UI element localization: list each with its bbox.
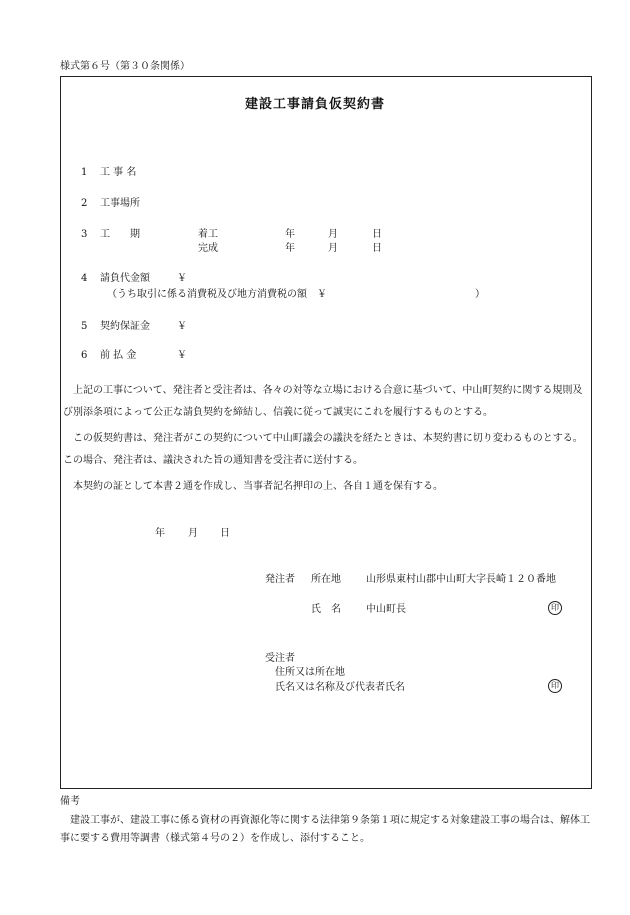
- notes-text: 建設工事が、建設工事に係る資材の再資源化等に関する法律第９条第１項に規定する対象建設工事の場合は、解体工事に要する費用等調書（様式第４号の２）を作成し、添付すること。: [60, 815, 590, 844]
- orderer-seal-mark: 印: [548, 601, 562, 615]
- tax-amount-close: ）: [475, 289, 485, 300]
- item-5-label: 契約保証金: [100, 321, 150, 332]
- item-2-label: 工事場所: [100, 198, 140, 209]
- notes-heading: 備考: [60, 796, 80, 807]
- tax-amount-line: （うち取引に係る消費税及び地方消費税の額 ￥: [107, 289, 327, 300]
- document-title: 建設工事請負仮契約書: [244, 97, 385, 112]
- contractor-seal-mark: 印: [548, 679, 562, 693]
- contract-amount-yen: ￥: [177, 273, 187, 284]
- item-6-number: 6: [81, 350, 88, 361]
- end-month-label: 月: [328, 243, 338, 254]
- form-number-label: 様式第６号（第３０条関係）: [60, 61, 190, 72]
- date-year-label: 年: [155, 528, 165, 539]
- start-month-label: 月: [328, 229, 338, 240]
- item-6-label: 前 払 金: [100, 350, 137, 361]
- paragraph-provisional: この仮契約書は、発注者がこの契約について中山町議会の議決を経たときは、本契約書に切り変わるものとする。この場合、発注者は、議決された旨の通知書を受注者に送付する。: [63, 433, 583, 466]
- construction-start-label: 着工: [198, 229, 218, 240]
- item-4-label: 請負代金額: [100, 273, 150, 284]
- paragraph-agreement: 上記の工事について、発注者と受注者は、各々の対等な立場における合意に基づいて、中山町契約に関する規則及び別添条項によって公正な請負契約を締結し、信義に従って誠実にこれを履行するものとする。: [63, 385, 583, 418]
- contractor-name-label: 氏名又は名称及び代表者氏名: [275, 682, 405, 693]
- orderer-name-label: 氏 名: [311, 604, 341, 615]
- item-2-number: 2: [81, 198, 88, 209]
- date-day-label: 日: [220, 528, 230, 539]
- start-year-label: 年: [285, 229, 295, 240]
- contractor-address-label: 住所又は所在地: [275, 667, 345, 678]
- date-month-label: 月: [188, 528, 198, 539]
- item-3-number: 3: [81, 229, 88, 240]
- orderer-name: 中山町長: [366, 604, 406, 615]
- advance-payment-yen: ￥: [177, 350, 187, 361]
- orderer-address: 山形県東村山郡中山町大字長崎１２０番地: [366, 574, 556, 585]
- paragraph-copies: 本契約の証として本書２通を作成し、当事者記名押印の上、各自１通を保有する。: [63, 481, 443, 492]
- item-4-number: 4: [81, 273, 88, 284]
- item-5-number: 5: [81, 321, 88, 332]
- contractor-label: 受注者: [265, 653, 295, 664]
- construction-end-label: 完成: [198, 243, 218, 254]
- deposit-yen: ￥: [177, 321, 187, 332]
- start-day-label: 日: [372, 229, 382, 240]
- end-day-label: 日: [372, 243, 382, 254]
- item-1-number: 1: [81, 167, 88, 178]
- item-1-label: 工 事 名: [100, 167, 137, 178]
- end-year-label: 年: [285, 243, 295, 254]
- orderer-address-label: 所在地: [311, 574, 341, 585]
- orderer-label: 発注者: [265, 574, 295, 585]
- item-3-label: 工 期: [100, 229, 140, 240]
